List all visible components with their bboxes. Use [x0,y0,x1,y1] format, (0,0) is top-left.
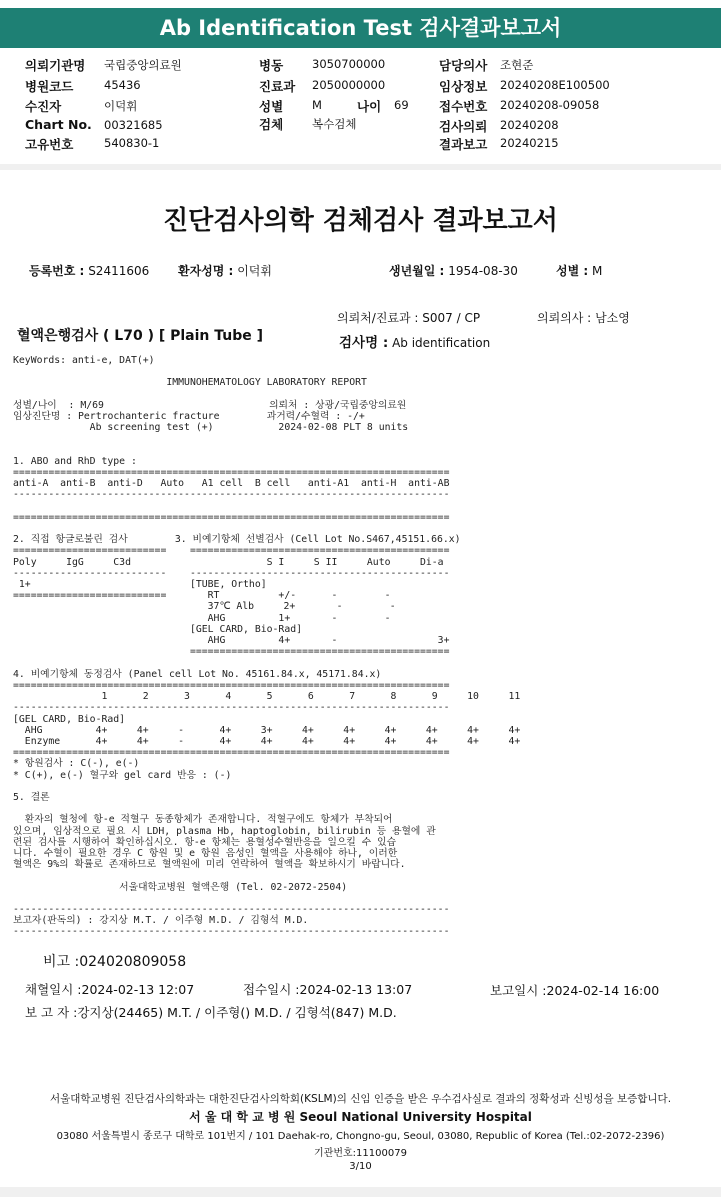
report-line: IMMUNOHEMATOLOGY LABORATORY REPORT [13,377,367,389]
note-value: 024020809058 [79,954,187,970]
report-line [13,657,520,668]
report-line: -------------------------------------------------------------------------- [13,926,450,938]
sex [556,262,602,279]
report-line: 니다. 수혈이 필요한 경우 C 항원 및 e 항원 음성인 혈액을 사용해야 하나, 이러한 [13,847,398,859]
patient-name [178,262,272,279]
header-value: 3050700000 [312,57,386,71]
header-value: 복수검체 [312,117,357,131]
document-title: 진단검사의학 검체검사 결과보고서 [163,206,558,236]
test-title: 혈액은행검사 ( L70 ) [ Plain Tube ] [17,328,264,344]
header-label: 접수번호 [439,99,488,114]
report-line [13,445,520,456]
report-line: 있으며, 임상적으로 필요 시 LDH, plasma Hb, haptoglobin, bilirubin 등 용혈에 관 [13,825,436,837]
report-line: KeyWords: anti-e, DAT(+) [13,355,155,366]
report-line: * 항원검사 : C(-), e(-) [13,758,140,770]
report-line: -------------------------------------------------------------------------- [13,702,450,714]
header-label: 나이 [357,99,382,114]
page-gap-bottom [0,1187,721,1197]
header-label: 의뢰기관명 [25,58,86,73]
institution-number: 기관번호:11100079 [314,1148,407,1159]
date-of-birth [389,262,518,279]
header-label: 수진자 [25,99,62,114]
patient-value: 이덕휘 [237,264,272,278]
sex-value: M [592,264,603,278]
report-line [13,366,520,377]
report-line: * C(+), e(-) 혈구와 gel card 반응 : (-) [13,769,232,781]
header-label: 결과보고 [439,137,488,152]
header-value: 00321685 [104,118,163,132]
report-line [13,870,520,881]
reporter [25,1003,397,1021]
report-value: 2024-02-14 16:00 [546,983,660,998]
header-value: 조현준 [500,58,534,72]
lab-report-body [13,355,520,938]
department [337,309,480,326]
header-value: 2050000000 [312,78,386,92]
note [43,951,186,971]
report-line: AHG 1+ - - [13,612,391,624]
certification-text: 서울대학교병원 진단검사의학과는 대한진단검사의학회(KSLM)의 신임 인증을 받은 우수검사실로 결과의 정확성과 신빙성을 보증합니다. [49,1093,672,1105]
dept-label: 의뢰처/진료과 : [337,311,419,325]
report-line: [GEL CARD, Bio-Rad] [13,623,303,635]
doctor-label: 의뢰의사 : [537,311,592,325]
report-line: ============================================ [13,646,450,658]
test-name [339,331,490,351]
report-line: 1. ABO and RhD type : [13,455,137,467]
receipt-time [243,980,412,998]
header-value: 20240208E100500 [500,78,610,92]
report-line: 혈액은 9%의 확률로 존재하므로 혈액원에 미리 연락하여 혈액을 확보하시기 바랍니다. [13,859,406,871]
report-line: 환자의 혈청에 항-e 적혈구 동종항체가 존재합니다. 적혈구에도 항체가 부착되어 [13,814,393,826]
header-label: 진료과 [259,79,296,94]
report-line: 1 2 3 4 5 6 7 8 9 10 11 [13,691,521,703]
header-info [0,52,721,162]
header-value: 540830-1 [104,136,160,150]
report-banner: Ab Identification Test 검사결과보고서 [0,8,721,48]
report-line: 성별/나이 : M/69 의뢰처 : 상광/국립중앙의료원 [13,399,407,411]
header-label: 검체 [259,117,284,132]
report-line: ========================================================================== [13,467,450,479]
report-line: ========================== RT +/- - - [13,590,391,602]
collection-time [25,980,194,998]
test-name-label: 검사명 : [339,335,389,351]
report-line: Poly IgG C3d S I S II Auto Di-a [13,556,444,568]
header-value: 국립중앙의료원 [104,58,182,72]
dept-value: S007 / CP [422,311,481,325]
report-line: Enzyme 4+ 4+ - 4+ 4+ 4+ 4+ 4+ 4+ 4+ 4+ [13,735,521,747]
report-line: 서울대학교병원 혈액은행 (Tel. 02-2072-2504) [13,881,348,893]
report-line: 37℃ Alb 2+ - - [13,601,396,613]
header-label: Chart No. [25,117,92,132]
page-number: 3/10 [349,1161,372,1172]
report-line: ========================== ============================================ [13,545,450,557]
report-time [490,981,659,999]
note-label: 비고 : [43,954,80,970]
header-value: 45436 [104,78,141,92]
report-line: 4. 비예기항체 동정검사 (Panel cell Lot No. 45161.84.x, 45171.84.x) [13,668,382,680]
report-line [13,781,520,792]
report-line: AHG 4+ - 3+ [13,635,450,647]
report-line: -------------------------------------------------------------------------- [13,489,450,501]
collect-label: 채혈일시 : [25,982,82,997]
report-line: ========================================================================== [13,511,450,523]
report-line: Ab screening test (+) 2024-02-08 PLT 8 units [13,422,409,434]
report-line [13,389,520,400]
report-line: 보고자(판독의) : 강지상 M.T. / 이주형 M.D. / 김형석 M.D. [13,915,309,927]
reg-label: 등록번호 : [29,264,85,278]
header-label: 병원코드 [25,79,74,94]
report-line: [GEL CARD, Bio-Rad] [13,713,126,725]
header-value: 20240208 [500,118,559,132]
header-label: 성별 [259,99,284,114]
doctor-value: 남소영 [595,311,630,325]
header-value: 69 [394,98,409,112]
report-line: 1+ [TUBE, Ortho] [13,579,267,591]
report-line [13,523,520,534]
header-value: M [312,98,322,112]
report-line [13,893,520,904]
report-line: -------------------------- -------------------------------------------- [13,567,450,579]
header-value: 20240208-09058 [500,98,600,112]
receipt-value: 2024-02-13 13:07 [299,982,413,997]
report-line: ========================================================================== [13,747,450,759]
patient-label: 환자성명 : [178,264,234,278]
receipt-label: 접수일시 : [243,982,300,997]
report-line: 5. 결론 [13,791,50,803]
header-label: 병동 [259,58,284,73]
sex-label: 성별 : [556,264,589,278]
report-line: -------------------------------------------------------------------------- [13,903,450,915]
dob-value: 1954-08-30 [448,264,518,278]
header-value: 20240215 [500,136,559,150]
report-line: AHG 4+ 4+ - 4+ 3+ 4+ 4+ 4+ 4+ 4+ 4+ [13,724,521,736]
report-line [13,803,520,814]
collect-value: 2024-02-13 12:07 [81,982,195,997]
header-label: 검사의뢰 [439,119,488,134]
report-line [13,501,520,512]
report-label: 보고일시 : [490,983,547,998]
test-name-value: Ab identification [392,336,491,350]
registration-number [29,262,149,279]
reg-value: S2411606 [88,264,150,278]
report-line: 임상진단명 : Pertrochanteric fracture 과거력/수혈력 : -/+ [13,411,365,423]
hospital-name: 서 울 대 학 교 병 원 Seoul National University Hospital [189,1110,532,1124]
hospital-address: 03080 서울특별시 종로구 대학로 101번지 / 101 Daehak-ro, Chongno-gu, Seoul, 03080, Republic of Korea (Tel.:02-2072-2396) [56,1131,665,1142]
reporter-value: 강지상(24465) M.T. / 이주형() M.D. / 김형석(847) M.D. [77,1005,397,1020]
reporter-label: 보 고 자 : [25,1005,78,1020]
report-line: 련된 검사를 시행하여 확인하십시오. 항-e 항체는 용혈성수혈반응을 일으킬 수 있습 [13,836,397,848]
report-line: 2. 직접 항글로불린 검사 3. 비예기항체 선별검사 (Cell Lot No.S467,45151.66.x) [13,534,461,546]
report-line [13,433,520,444]
header-label: 담당의사 [439,58,488,73]
requesting-doctor [537,309,630,326]
report-line: anti-A anti-B anti-D Auto A1 cell B cell anti-A1 anti-H anti-AB [13,478,450,490]
page-gap [0,164,721,170]
report-line: ========================================================================== [13,679,450,691]
header-value: 이덕휘 [104,99,138,113]
header-label: 고유번호 [25,137,74,152]
header-label: 임상정보 [439,79,488,94]
dob-label: 생년월일 : [389,264,445,278]
